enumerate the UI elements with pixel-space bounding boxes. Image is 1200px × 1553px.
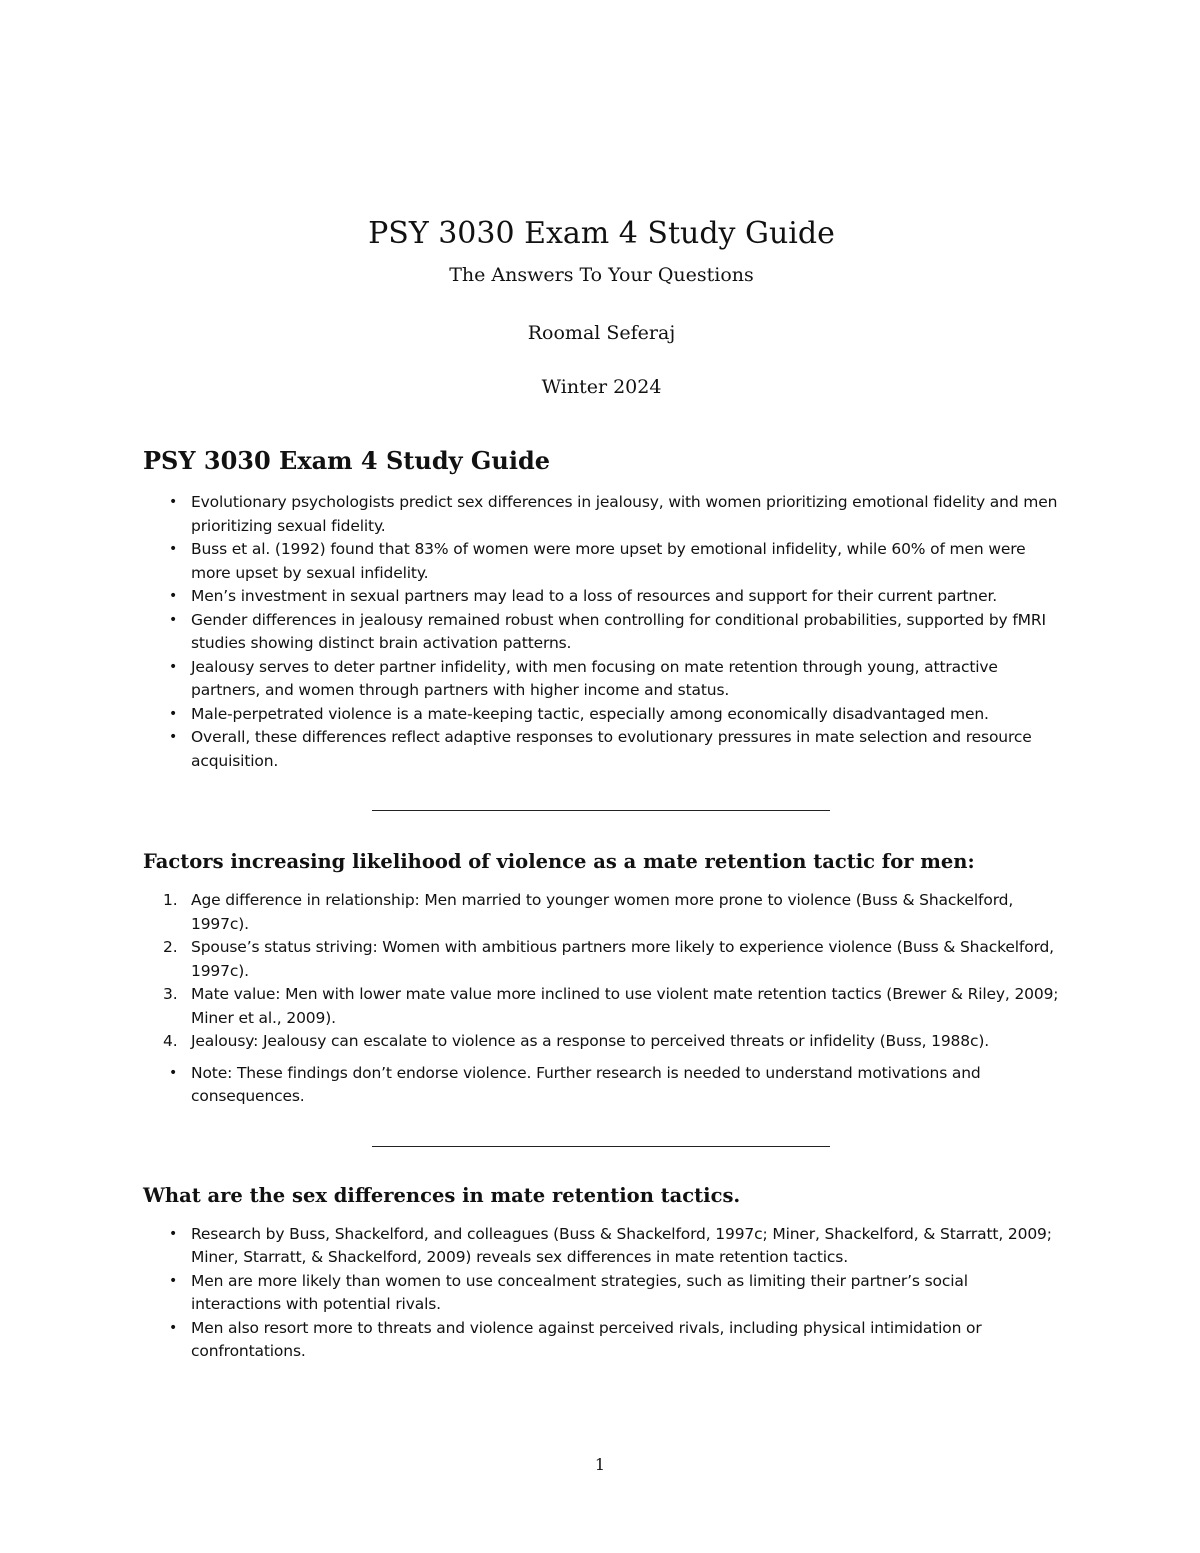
page-number: 1 — [594, 1455, 606, 1474]
list-item-text: Overall, these differences reflect adaptive responses to evolutionary pressures in mate selection and resource acquisition. — [191, 728, 1032, 770]
list-item — [143, 726, 1060, 773]
list-item-text: Evolutionary psychologists predict sex differences in jealousy, with women prioritizing emotional fidelity and men prioritizing sexual fidelity. — [191, 493, 1058, 535]
numbered-item-text: Age difference in relationship: Men married to younger women more prone to violence (Buss & Shackelford, 1997c). — [191, 891, 1014, 933]
bullet-icon: • — [169, 658, 178, 675]
list-item-text: Research by Buss, Shackelford, and colleagues (Buss & Shackelford, 1997c; Miner, Shackelford, & Starratt, 2009; Miner, Starratt, & Shackelford, 2009) reveals sex differences in mate retention tactics. — [191, 1224, 1052, 1266]
list-item-text: Male-perpetrated violence is a mate-keeping tactic, especially among economically disadvantaged men. — [191, 704, 989, 723]
bullet-icon: • — [169, 1225, 178, 1242]
bullet-icon: • — [169, 541, 178, 557]
numbered-item-text: Spouse’s status striving: Women with ambitious partners more likely to experience violence (Buss & Shackelford, 1997c). — [191, 938, 1054, 980]
numbered-item — [143, 1030, 1060, 1054]
bullet-icon: • — [169, 494, 178, 510]
bullet-icon: • — [169, 588, 178, 604]
list-item — [143, 703, 1060, 727]
list-item — [143, 1223, 1060, 1270]
bullet-list-jealousy — [143, 491, 1060, 773]
document-date: Winter 2024 — [541, 376, 662, 398]
numbered-list-violence-factors — [143, 889, 1060, 1054]
numbered-item-text: Mate value: Men with lower mate value more inclined to use violent mate retention tactics (Brewer & Riley, 2009; Miner et al., 2009). — [191, 985, 1059, 1027]
document-subtitle: The Answers To Your Questions — [449, 264, 754, 286]
item-number: 1. — [163, 891, 178, 909]
item-number: 3. — [163, 985, 178, 1003]
bullet-list-note — [143, 1062, 1060, 1109]
numbered-item-text: Jealousy: Jealousy can escalate to violence as a response to perceived threats or infidelity (Buss, 1988c). — [191, 1032, 990, 1050]
item-number: 4. — [163, 1032, 178, 1050]
section-heading-mate-retention: What are the sex differences in mate retention tactics. — [143, 1183, 741, 1207]
list-item — [143, 1062, 1060, 1109]
section-heading-violence-factors: Factors increasing likelihood of violence as a mate retention tactic for men: — [143, 850, 975, 873]
list-item-text: Note: These findings don’t endorse violence. Further research is needed to understand motivations and consequences. — [191, 1063, 981, 1105]
bullet-icon: • — [169, 729, 178, 745]
horizontal-rule — [372, 1146, 830, 1147]
bullet-icon: • — [169, 1272, 178, 1289]
bullet-icon: • — [169, 1064, 178, 1081]
bullet-icon: • — [169, 1319, 178, 1336]
list-item-text: Men’s investment in sexual partners may lead to a loss of resources and support for their current partner. — [191, 587, 998, 605]
list-item — [143, 656, 1060, 703]
list-item-text: Jealousy serves to deter partner infidelity, with men focusing on mate retention through young, attractive partners, and women through partners with higher income and status. — [191, 657, 998, 699]
section-heading-study-guide: PSY 3030 Exam 4 Study Guide — [143, 446, 551, 475]
numbered-item — [143, 936, 1060, 983]
list-item — [143, 1270, 1060, 1317]
horizontal-rule — [372, 810, 830, 811]
list-item — [143, 538, 1060, 585]
list-item-text: Buss et al. (1992) found that 83% of women were more upset by emotional infidelity, while 60% of men were more upset by sexual infidelity. — [191, 540, 1026, 582]
bullet-list-mate-retention — [143, 1223, 1060, 1364]
page-content — [143, 212, 1060, 1364]
numbered-item — [143, 889, 1060, 936]
list-item — [143, 491, 1060, 538]
document-author: Roomal Seferaj — [527, 322, 676, 344]
list-item — [143, 609, 1060, 656]
list-item-text: Men also resort more to threats and violence against perceived rivals, including physical intimidation or confrontations. — [191, 1318, 982, 1360]
list-item-text: Men are more likely than women to use concealment strategies, such as limiting their partner’s social interactions with potential rivals. — [191, 1271, 968, 1313]
list-item — [143, 1317, 1060, 1364]
document-title: PSY 3030 Exam 4 Study Guide — [368, 216, 835, 251]
title-block — [143, 212, 1060, 400]
numbered-item — [143, 983, 1060, 1030]
list-item — [143, 585, 1060, 609]
item-number: 2. — [163, 938, 178, 956]
list-item-text: Gender differences in jealousy remained robust when controlling for conditional probabilities, supported by fMRI studies showing distinct brain activation patterns. — [191, 610, 1046, 652]
bullet-icon: • — [169, 611, 178, 628]
bullet-icon: • — [169, 705, 178, 722]
